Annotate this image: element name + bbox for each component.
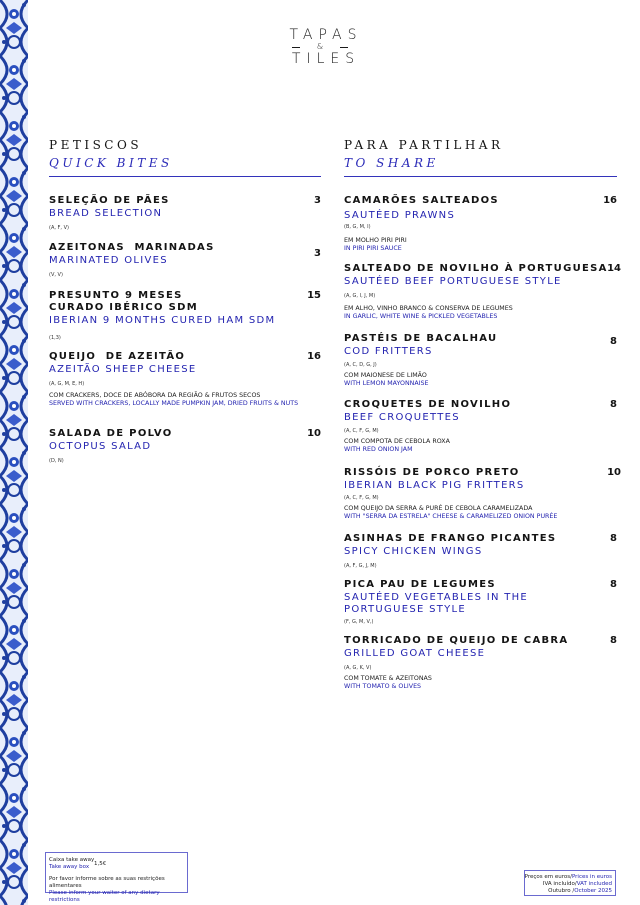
item-price: 16: [603, 195, 617, 206]
section-title-pt: PETISCOS: [49, 138, 143, 152]
quick-bites-section: [49, 138, 321, 464]
item-name-en: SPICY CHICKEN WINGS: [344, 546, 483, 557]
item-description-pt: COM CRACKERS, DOCE DE ABÓBORA DA REGIÃO & FRUTOS SECOS: [49, 392, 261, 399]
item-name-en: GRILLED GOAT CHEESE: [344, 648, 486, 659]
item-allergens: (V, V): [49, 272, 63, 278]
takeaway-price: 1,5€: [94, 861, 107, 867]
item-allergens: (D, N): [49, 458, 64, 464]
item-allergens: (B, G, M, I): [344, 224, 371, 230]
item-allergens: (A, F, G, J, M): [344, 563, 377, 569]
vat-note-en: VAT included: [576, 881, 612, 887]
item-allergens: (A, C, D, G, J): [344, 362, 377, 368]
menu-item: [344, 333, 617, 388]
takeaway-info-box: [45, 852, 188, 903]
logo-rule-right: [340, 47, 348, 48]
menu-item: [344, 263, 621, 321]
item-description-pt: EM ALHO, VINHO BRANCO & CONSERVA DE LEGUMES: [344, 305, 513, 312]
item-name-en: OCTOPUS SALAD: [49, 441, 152, 452]
item-name-pt: PICA PAU DE LEGUMES: [344, 579, 496, 590]
item-name-en: IBERIAN 9 MONTHS CURED HAM SDM: [49, 315, 276, 326]
dietary-note-en: Please inform your waiter of any dietary restrictions: [49, 890, 160, 903]
item-description-en: WITH RED ONION JAM: [344, 446, 413, 453]
section-divider: [344, 176, 617, 177]
menu-item: [344, 579, 617, 625]
date-note-en: October 2025: [574, 888, 612, 894]
item-price: 3: [314, 248, 321, 259]
item-name-pt: QUEIJO DE AZEITÃO: [49, 351, 186, 362]
item-price: 8: [610, 399, 617, 410]
item-name-pt: SALADA DE POLVO: [49, 428, 173, 439]
item-name-pt: SALTEADO DE NOVILHO À PORTUGUESA: [344, 263, 608, 274]
item-name-en: IBERIAN BLACK PIG FRITTERS: [344, 480, 525, 491]
item-name-en: BREAD SELECTION: [49, 208, 163, 219]
item-name-pt: PASTÉIS DE BACALHAU: [344, 333, 498, 344]
item-name-pt: PRESUNTO 9 MESES CURADO IBÉRICO SDM: [49, 290, 198, 313]
item-allergens: (A, C, F, G, M): [344, 495, 379, 501]
section-title-pt: PARA PARTILHAR: [344, 138, 504, 152]
menu-item: [344, 195, 617, 253]
item-allergens: (A, G, M, E, H): [49, 381, 85, 387]
menu-item: [49, 290, 321, 341]
item-name-pt: RISSÓIS DE PORCO PRETO: [344, 467, 520, 478]
item-name-en: SAUTÉED PRAWNS: [344, 210, 456, 221]
item-price: 8: [610, 635, 617, 646]
item-price: 3: [314, 195, 321, 206]
brand-line-2: TILES: [291, 51, 361, 67]
item-name-pt: SELEÇÃO DE PÃES: [49, 195, 170, 206]
item-description-en: SERVED WITH CRACKERS, LOCALLY MADE PUMPKIN JAM, DRIED FRUITS & NUTS: [49, 400, 299, 407]
item-allergens: (A, G, I, J, M): [344, 293, 376, 299]
item-description-pt: EM MOLHO PIRI PIRI: [344, 237, 407, 244]
section-divider: [49, 176, 321, 177]
item-name-pt: ASINHAS DE FRANGO PICANTES: [344, 533, 557, 544]
item-price: 16: [307, 351, 321, 362]
menu-item: [344, 399, 617, 454]
item-description-pt: COM QUEIJO DA SERRA & PURÉ DE CEBOLA CARAMELIZADA: [344, 505, 533, 512]
takeaway-label-en: Take away box: [49, 864, 90, 870]
decorative-tile-border: [0, 0, 28, 905]
item-allergens: (F, G, M, V,): [344, 619, 374, 625]
item-name-en: SAUTÉED BEEF PORTUGUESE STYLE: [344, 276, 562, 287]
menu-item: [344, 467, 621, 521]
item-price: 8: [610, 533, 617, 544]
prices-note-pt: Preços em euros/: [524, 874, 572, 880]
prices-note-en: Prices in euros: [571, 874, 612, 880]
menu-item: [344, 635, 617, 691]
menu-item: [49, 242, 321, 278]
item-allergens: (A, F, V): [49, 225, 69, 231]
item-description-pt: COM TOMATE & AZEITONAS: [344, 675, 432, 682]
dietary-note-pt: Por favor informe sobre as suas restrições alimentares: [49, 876, 165, 889]
item-name-en: SAUTÉED VEGETABLES IN THE PORTUGUESE STYLE: [344, 592, 529, 615]
item-allergens: (1,3): [49, 335, 61, 341]
takeaway-label-pt: Caixa take away: [49, 857, 95, 863]
item-name-pt: CAMARÕES SALTEADOS: [344, 195, 499, 206]
item-price: 8: [610, 579, 617, 590]
item-description-en: WITH LEMON MAYONNAISE: [344, 380, 429, 387]
section-title-en: QUICK BITES: [49, 156, 173, 170]
brand-line-1: TAPAS: [289, 27, 363, 43]
date-note-pt: Outubro /: [548, 888, 575, 894]
item-name-en: COD FRITTERS: [344, 346, 433, 357]
vat-note-pt: IVA incluído/: [542, 881, 577, 887]
item-name-en: BEEF CROQUETTES: [344, 412, 460, 423]
item-allergens: (A, G, K, V): [344, 665, 372, 671]
item-name-en: MARINATED OLIVES: [49, 255, 168, 266]
menu-item: [49, 351, 321, 408]
item-price: 10: [307, 428, 321, 439]
item-price: 15: [307, 290, 321, 301]
item-name-en: AZEITÃO SHEEP CHEESE: [49, 364, 197, 375]
item-name-pt: AZEITONAS MARINADAS: [49, 242, 215, 253]
item-description-en: IN GARLIC, WHITE WINE & PICKLED VEGETABLES: [344, 313, 498, 320]
item-price: 14: [607, 263, 621, 274]
menu-item: [49, 195, 321, 231]
item-description-pt: COM COMPOTA DE CEBOLA ROXA: [344, 438, 450, 445]
item-price: 10: [607, 467, 621, 478]
item-description-en: WITH TOMATO & OLIVES: [344, 683, 422, 690]
pricing-info-box: [524, 870, 616, 896]
item-description-pt: COM MAIONESE DE LIMÃO: [344, 372, 427, 379]
item-name-pt: CROQUETES DE NOVILHO: [344, 399, 512, 410]
item-description-en: WITH "SERRA DA ESTRELA" CHEESE & CARAMELIZED ONION PURÉE: [344, 513, 558, 520]
section-title-en: TO SHARE: [344, 156, 439, 170]
menu-item: [344, 533, 617, 569]
item-allergens: (A, C, F, G, M): [344, 428, 379, 434]
to-share-section: [344, 138, 621, 690]
item-description-en: IN PIRI PIRI SAUCE: [344, 245, 402, 252]
menu-item: [49, 428, 321, 464]
brand-ampersand: &: [316, 42, 324, 51]
item-name-pt: TORRICADO DE QUEIJO DE CABRA: [344, 635, 569, 646]
item-price: 8: [610, 336, 617, 347]
